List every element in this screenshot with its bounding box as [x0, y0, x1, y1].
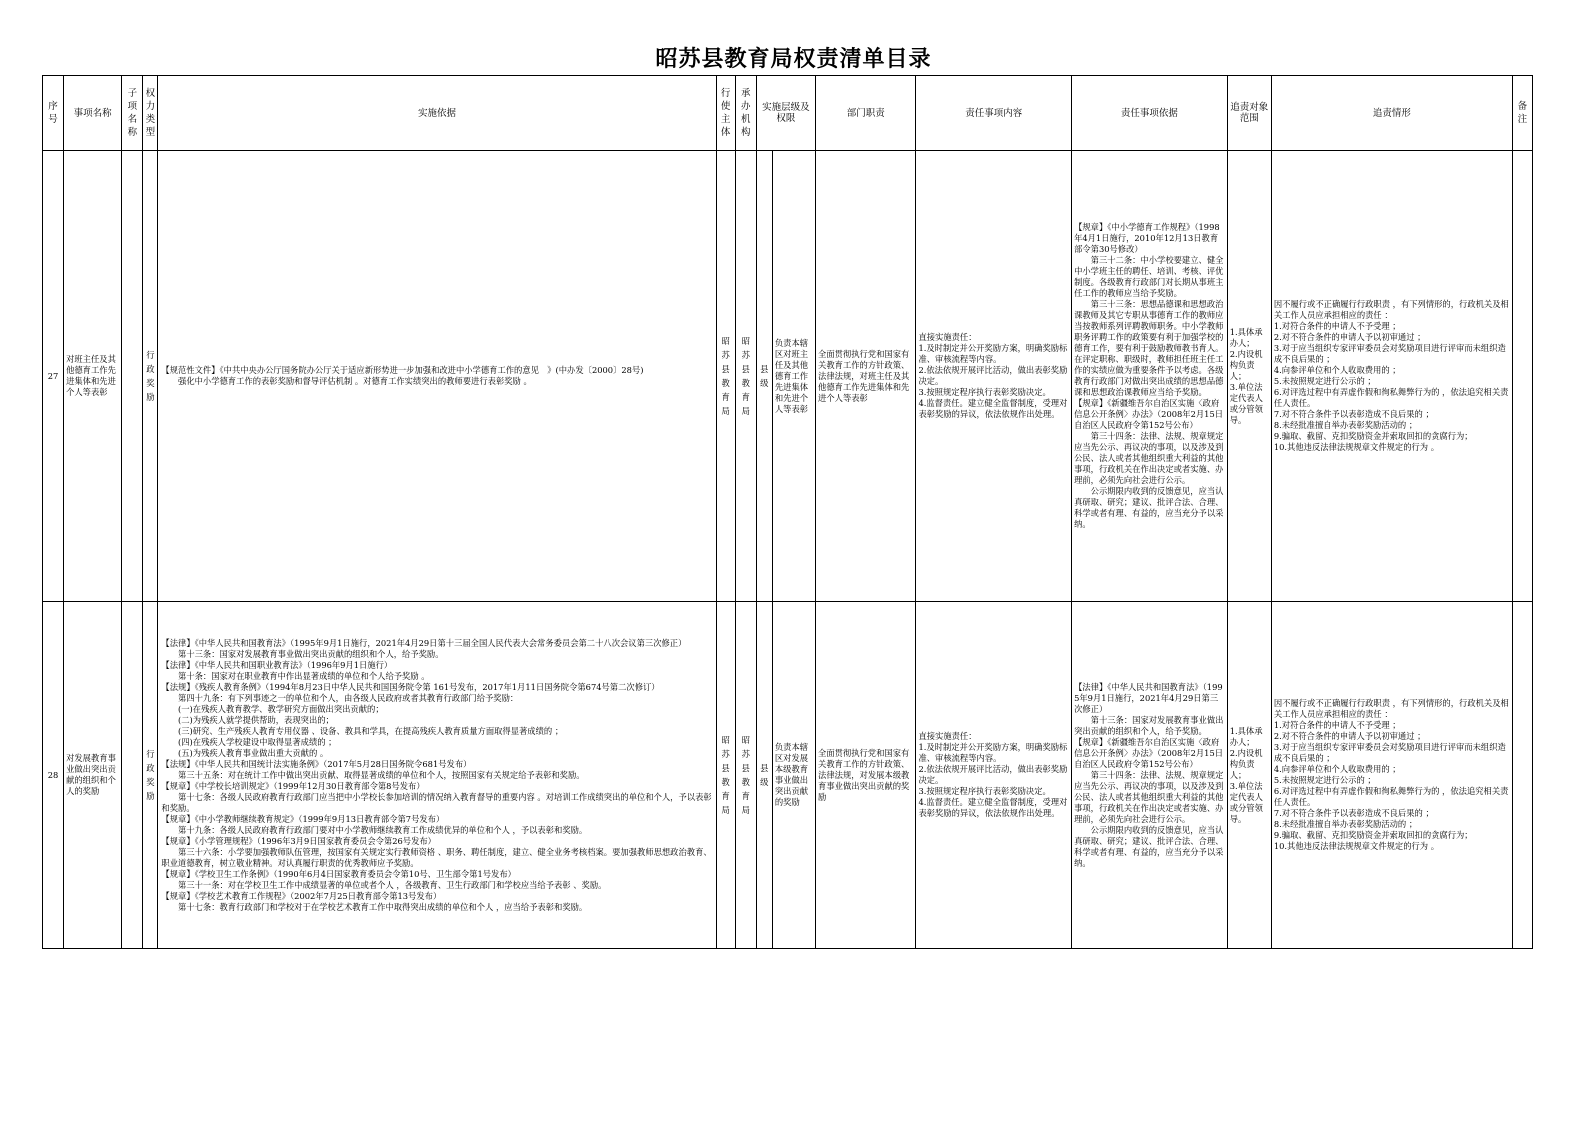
row-authority: 负责本辖区对班主任及其他德育工作先进集体和先进个人等表彰 — [772, 151, 815, 602]
header-circ: 追责情形 — [1271, 76, 1512, 151]
header-scope: 追责对象范围 — [1227, 76, 1271, 151]
row-sub — [122, 602, 143, 949]
row-remark — [1512, 602, 1532, 949]
row-basis: 【规范性文件】《中共中央办公厅国务院办公厅关于适应新形势进一步加强和改进中小学德育工作的意见 》(中办发〔2000〕28号) 强化中小学德育工作的表彰奖励和督导评估机制 。对德育工作实绩突出的教师要进行表彰奖励 。 — [158, 151, 716, 602]
row-subject: 昭苏县教育局 — [716, 602, 735, 949]
row-sub — [122, 151, 143, 602]
header-basis: 实施依据 — [158, 76, 716, 151]
header-org: 承办机构 — [735, 76, 756, 151]
table-row — [43, 602, 1533, 949]
row-duty: 全面贯彻执行党和国家有关教育工作的方针政策、法律法规，对发展本级教育事业做出突出贡献的奖励 — [816, 602, 916, 949]
row-circumstances: 因不履行或不正确履行行政职责 ，有下列情形的，行政机关及相关工作人员应承担相应的责任 ： 1.对符合条件的申请人不予受理 ； 2.对不符合条件的申请人予以初审通过 ； 3.对于应当组织专家评审委员会对奖励项目进行评审而未组织造成不良后果的 ； 4.向参评单位和个人收取费用的 ； 5.未按照规定进行公示的 ； 6.对评选过程中有弄虚作假和徇私舞弊行为的 ，依法追究相关责任人责任。 7.对不符合条件予以表彰造成不良后果的 ； 8.未经批准擅自举办表彰奖励活动的 ； 9.骗取、截留、克扣奖励资金并索取回扣的贪腐行为； 10.其他违反法律法规规章文件规定的行为 。 — [1271, 602, 1512, 949]
row-level: 县级 — [756, 151, 772, 602]
row-subject: 昭苏县教育局 — [716, 151, 735, 602]
page-title: 昭苏县教育局权责清单目录 — [655, 46, 932, 72]
row-resp-basis: 【法律】《中华人民共和国教育法》（1995年9月1日施行，2021年4月29日第三次修正） 第十三条：国家对发展教育事业做出突出贡献的组织和个人，给予奖励。 【规章】《新疆维吾尔自治区实施〈政府信息公开条例〉办法》（2008年2月15日自治区人民政府令第152号公布） 第三十四条：法律、法规、规章规定应当先公示、再议决的事项，以及涉及到公民、法人或者其他组织重大利益的其他事项，行政机关在作出决定或者实施、办理前，必须先向社会进行公示。 公示期限内收到的反馈意见，应当认真研取、研究；建议、批评合法、合理、科学或者有理、有益的，应当充分予以采纳。 — [1072, 602, 1228, 949]
row-circumstances: 因不履行或不正确履行行政职责 ，有下列情形的，行政机关及相关工作人员应承担相应的责任 ： 1.对符合条件的申请人不予受理 ； 2.对不符合条件的申请人予以初审通过 ； 3.对于应当组织专家评审委员会对奖励项目进行评审而未组织造成不良后果的 ； 4.向参评单位和个人收取费用的 ； 5.未按照规定进行公示的 ； 6.对评选过程中有弄虚作假和徇私舞弊行为的 ，依法追究相关责任人责任。 7.对不符合条件予以表彰造成不良后果的 ； 8.未经批准擅自举办表彰奖励活动的 ； 9.骗取、截留、克扣奖励资金并索取回扣的贪腐行为； 10.其他违反法律法规规章文件规定的行为 。 — [1271, 151, 1512, 602]
header-row — [43, 76, 1533, 151]
row-name: 对班主任及其他德育工作先进集体和先进个人等表彰 — [64, 151, 122, 602]
row-authority: 负责本辖区对发展本级教育事业做出突出贡献的奖励 — [772, 602, 815, 949]
row-org: 昭苏县教育局 — [735, 151, 756, 602]
header-resp: 责任事项内容 — [916, 76, 1072, 151]
header-duty: 部门职责 — [816, 76, 916, 151]
row-scope: 1.具体承办人； 2.内设机构负责人； 3.单位法定代表人或分管领导。 — [1227, 602, 1271, 949]
row-name: 对发展教育事业做出突出贡献的组织和个人的奖励 — [64, 602, 122, 949]
header-subject: 行使主体 — [716, 76, 735, 151]
row-seq: 27 — [43, 151, 64, 602]
header-sub: 子项名称 — [122, 76, 143, 151]
header-seq: 序号 — [43, 76, 64, 151]
header-name: 事项名称 — [64, 76, 122, 151]
header-resp-basis: 责任事项依据 — [1072, 76, 1228, 151]
row-resp: 直接实施责任： 1.及时制定并公开奖励方案，明确奖励标准、审核流程等内容。 2.依法依规开展评比活动，做出表彰奖励决定。 3.按照规定程序执行表彰奖励决定。 4.监督责任。建立健全监督制度，受理对表彰奖励的异议，依法依规作出处理。 — [916, 602, 1072, 949]
row-level: 县级 — [756, 602, 772, 949]
header-remark: 备注 — [1512, 76, 1532, 151]
table-row — [43, 151, 1533, 602]
row-scope: 1.具体承办人； 2.内设机构负责人； 3.单位法定代表人或分管领导。 — [1227, 151, 1271, 602]
row-type: 行政奖励 — [143, 151, 158, 602]
row-org: 昭苏县教育局 — [735, 602, 756, 949]
row-remark — [1512, 151, 1532, 602]
row-duty: 全面贯彻执行党和国家有关教育工作的方针政策、法律法规，对班主任及其他德育工作先进集体和先进个人等表彰 — [816, 151, 916, 602]
row-seq: 28 — [43, 602, 64, 949]
responsibility-table — [42, 75, 1533, 949]
header-type: 权力类型 — [143, 76, 158, 151]
row-type: 行政奖励 — [143, 602, 158, 949]
row-resp-basis: 【规章】《中小学德育工作规程》（1998年4月1日施行，2010年12月13日教育部令第30号修改） 第三十二条：中小学校要建立、健全中小学班主任的聘任、培训、考核、评优制度。各级教育行政部门对长期从事班主任工作的教师应当给予奖励。 第三十三条：思想品德课和思想政治课教师及其它专职从事德育工作的教师应当按教师系列评聘教师职务。中小学教师职务评聘工作的政策要有利于加强学校的德育工作，要有利于鼓励教师教书育人。在评定职称、职级时，教师担任班主任工作的实绩应做为重要条件予以考虑。各级教育行政部门对做出突出成绩的思想品德课和思想政治课教师应当给予奖励。 【规章】《新疆维吾尔自治区实施〈政府信息公开条例〉办法》（2008年2月15日自治区人民政府令第152号公布） 第三十四条：法律、法规、规章规定应当先公示、再议决的事项，以及涉及到公民、法人或者其他组织重大利益的其他事项，行政机关在作出决定或者实施、办理前，必须先向社会进行公示。 公示期限内收到的反馈意见，应当认真研取、研究；建议、批评合法、合理、科学或者有理、有益的，应当充分予以采纳。 — [1072, 151, 1228, 602]
header-level: 实施层级及权限 — [756, 76, 815, 151]
row-resp: 直接实施责任： 1.及时制定并公开奖励方案，明确奖励标准、审核流程等内容。 2.依法依规开展评比活动，做出表彰奖励决定。 3.按照规定程序执行表彰奖励决定。 4.监督责任。建立健全监督制度，受理对表彰奖励的异议，依法依规作出处理。 — [916, 151, 1072, 602]
row-basis: 【法律】《中华人民共和国教育法》（1995年9月1日施行，2021年4月29日第十三届全国人民代表大会常务委员会第二十八次会议第三次修正） 第十三条：国家对发展教育事业做出突出贡献的组织和个人，给予奖励。 【法律】《中华人民共和国职业教育法》（1996年9月1日施行） 第十条：国家对在职业教育中作出显著成绩的单位和个人给予奖励 。 【法规】《残疾人教育条例》（1994年8月23日中华人民共和国国务院令第 161号发布，2017年1月11日国务院令第674号第二次修订） 第四十九条：有下列事迹之一的单位和个人，由各级人民政府或者其教育行政部门给予奖励： (一)在残疾人教育教学、教学研究方面做出突出贡献的； (二)为残疾人就学提供帮助，表现突出的； (三)研究、生产残疾人教育专用仪器 、设备、教具和学具，在提高残疾人教育质量方面取得显著成绩的 ； (四)在残疾人学校建设中取得显著成绩的 ； (五)为残疾人教育事业做出重大贡献的 。 【法规】《中华人民共和国统计法实施条例》（2017年5月28日国务院令681号发布） 第三十五条：对在统计工作中做出突出贡献、取得显著成绩的单位和个人，按照国家有关规定给予表彰和奖励。 【规章】《中学校长培训规定》（1999年12月30日教育部令第8号发布） 第十七条：各级人民政府教育行政部门应当把中小学校长参加培训的情况纳入教育督导的重要内容 。对培训工作成绩突出的单位和个人，予以表彰和奖励。 【规章】《中小学教师继续教育规定》（1999年9月13日教育部令第7号发布） 第十九条：各级人民政府教育行政部门要对中小学教师继续教育工作成绩优异的单位和个人 ，予以表彰和奖励。 【规章】《小学管理规程》（1996年3月9日国家教育委员会令第26号发布） 第三十六条：小学要加强教师队伍管理，按国家有关规定实行教师资格 、职务、聘任制度，建立、健全业务考核档案。要加强教师思想政治教育、职业道德教育，树立敬业精神。对认真履行职责的优秀教师应予奖励。 【规章】《学校卫生工作条例》（1990年6月4日国家教育委员会令第10号、卫生部令第1号发布） 第三十一条：对在学校卫生工作中成绩显著的单位或者个人 ，各级教育、卫生行政部门和学校应当给予表彰 、奖励。 【规章】《学校艺术教育工作规程》（2002年7月25日教育部令第13号发布） 第十七条：教育行政部门和学校对于在学校艺术教育工作中取得突出成绩的单位和个人 ，应当给予表彰和奖励。 — [158, 602, 716, 949]
